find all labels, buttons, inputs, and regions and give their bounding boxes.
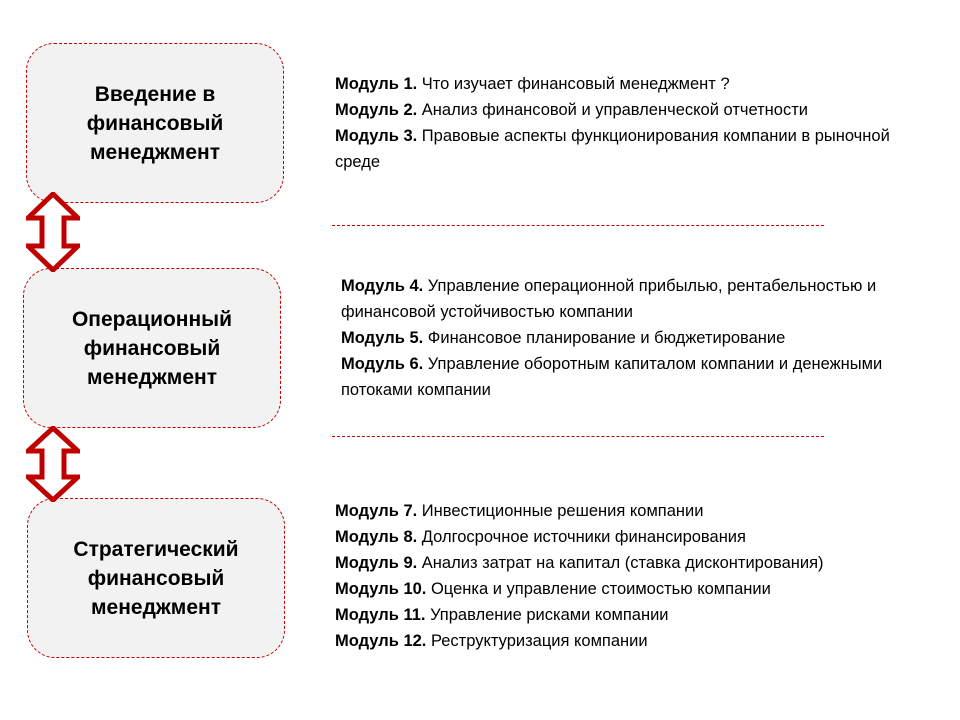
stage-box-operational: [23, 268, 281, 428]
module-item: [335, 498, 935, 524]
module-text: Что изучает финансовый менеджмент ?: [417, 75, 730, 93]
module-text: Оценка и управление стоимостью компании: [426, 580, 771, 598]
module-text: Реструктуризация компании: [426, 632, 648, 650]
module-number: Модуль 5.: [341, 329, 424, 347]
double-arrow-icon: [26, 192, 80, 272]
module-list-introduction: [335, 71, 915, 175]
module-item: [335, 550, 935, 576]
module-number: Модуль 8.: [335, 528, 418, 546]
module-number: Модуль 10.: [335, 580, 427, 598]
section-divider: [332, 436, 824, 437]
module-item: [335, 628, 935, 654]
stage-title: Введение в финансовый менеджмент: [86, 82, 224, 164]
module-item: [335, 576, 935, 602]
module-list-strategic: [335, 498, 935, 654]
module-number: Модуль 2.: [335, 101, 418, 119]
module-item: [341, 351, 901, 403]
stage-box-strategic: [27, 498, 285, 658]
module-text: Анализ финансовой и управленческой отчетности: [417, 101, 808, 119]
module-item: [341, 325, 901, 351]
module-item: [335, 97, 915, 123]
module-text: Анализ затрат на капитал (ставка дисконтирования): [417, 554, 824, 572]
module-number: Модуль 11.: [335, 606, 426, 624]
module-text: Управление рисками компании: [425, 606, 669, 624]
stage-title: Операционный финансовый менеджмент: [71, 307, 233, 389]
module-text: Управление оборотным капиталом компании и денежными потоками компании: [341, 355, 883, 399]
module-list-operational: [341, 273, 901, 403]
module-number: Модуль 9.: [335, 554, 418, 572]
module-item: [335, 71, 915, 97]
module-item: [335, 123, 915, 175]
module-item: [341, 273, 901, 325]
stage-box-introduction: [26, 43, 284, 203]
module-item: [335, 602, 935, 628]
module-number: Модуль 1.: [335, 75, 418, 93]
module-number: Модуль 6.: [341, 355, 424, 373]
double-arrow-icon: [26, 426, 80, 502]
module-text: Финансовое планирование и бюджетирование: [423, 329, 786, 347]
module-text: Управление операционной прибылью, рентабельностью и финансовой устойчивостью компании: [341, 277, 877, 321]
module-item: [335, 524, 935, 550]
stage-title: Стратегический финансовый менеджмент: [73, 537, 239, 619]
module-number: Модуль 4.: [341, 277, 424, 295]
module-text: Инвестиционные решения компании: [417, 502, 704, 520]
module-text: Долгосрочное источники финансирования: [417, 528, 746, 546]
module-text: Правовые аспекты функционирования компании в рыночной среде: [335, 127, 890, 171]
module-number: Модуль 3.: [335, 127, 418, 145]
module-number: Модуль 12.: [335, 632, 427, 650]
module-number: Модуль 7.: [335, 502, 418, 520]
section-divider: [332, 225, 824, 226]
